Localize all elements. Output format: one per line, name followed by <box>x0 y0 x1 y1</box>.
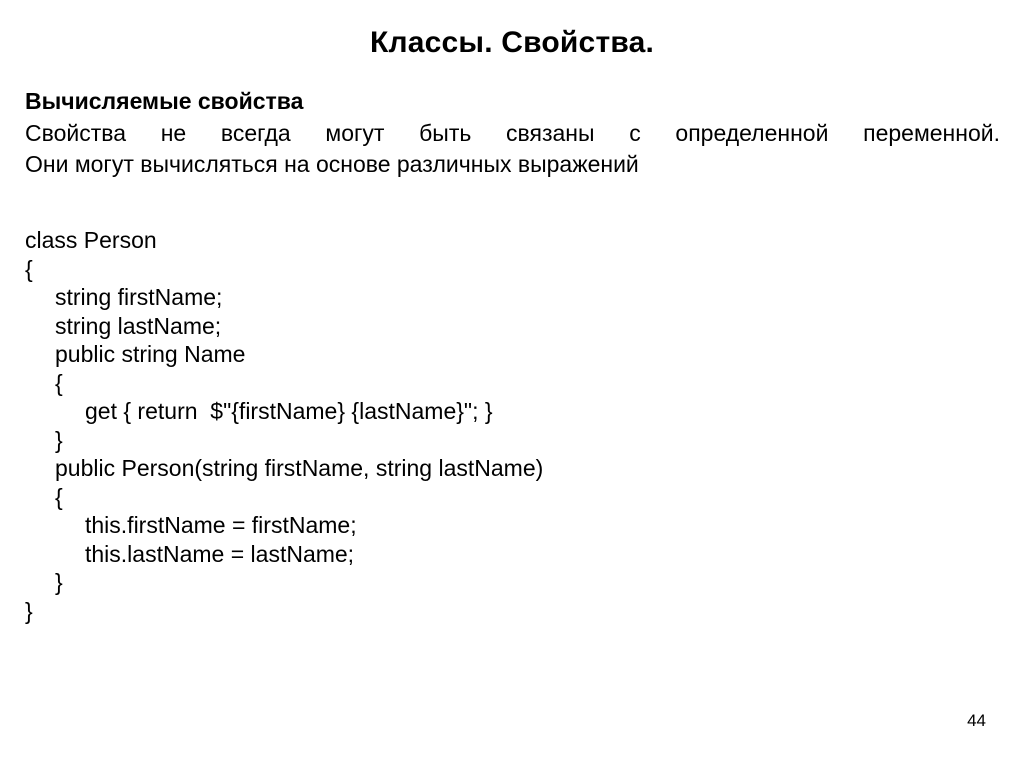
code-line: string firstName; <box>55 284 223 310</box>
code-line: class Person <box>25 227 157 253</box>
code-line: { <box>25 255 33 282</box>
code-line: } <box>55 426 63 453</box>
code-line: } <box>25 597 33 624</box>
paragraph-line-2: Они могут вычисляться на основе различных выражений <box>25 151 639 177</box>
code-line: this.lastName = lastName; <box>85 540 355 567</box>
code-line: { <box>55 369 63 396</box>
code-line: get { return $"{firstName} {lastName}"; } <box>85 398 493 424</box>
code-line: } <box>55 569 63 595</box>
code-block <box>25 226 1000 625</box>
code-line: public Person(string firstName, string lastName) <box>55 455 544 481</box>
code-line: string lastName; <box>55 312 222 339</box>
paragraph-line-1: Свойства не всегда могут быть связаны с определенной переменной. <box>25 120 1000 146</box>
section-heading: Вычисляемые свойства <box>25 88 304 114</box>
code-line: { <box>55 483 63 510</box>
code-line: public string Name <box>55 341 246 367</box>
page-title: Классы. Свойства. <box>369 26 655 59</box>
code-line: this.firstName = firstName; <box>85 512 357 538</box>
slide-content <box>25 86 1000 625</box>
page-number: 44 <box>967 711 986 730</box>
intro-paragraph <box>25 118 1000 180</box>
